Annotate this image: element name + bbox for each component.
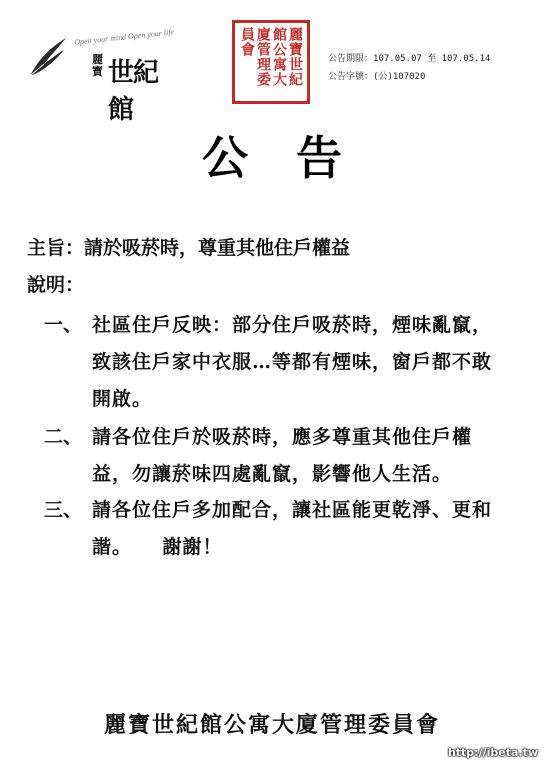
explanation-label: 說明：	[27, 274, 85, 296]
item-number: 二、	[44, 426, 83, 448]
logo	[24, 27, 175, 125]
logo-name: 世紀館	[108, 58, 159, 125]
seal-text: 麗寶世紀館公寓大廈管理委員會	[239, 27, 303, 87]
notice-ref-value: (公)107020	[373, 72, 426, 82]
item-number: 一、	[44, 314, 83, 336]
notice-period-value: 107.05.07 至 107.05.14	[373, 54, 491, 64]
watermark: http://ibeta.tw	[447, 746, 538, 759]
item-line: 諧。 謝謝！	[92, 536, 223, 558]
feather-logo-icon	[24, 34, 70, 80]
notice-meta	[328, 50, 490, 86]
notice-period-label: 公告期限	[328, 54, 365, 64]
subject-line: 主旨：請於吸菸時，尊重其他住戶權益	[27, 237, 351, 259]
item-line: 請各位住戶於吸菸時，應多尊重其他住戶權	[92, 426, 473, 448]
footer-signature: 麗寶世紀館公寓大廈管理委員會	[103, 712, 440, 738]
item-line: 請各位住戶多加配合，讓社區能更乾淨、更和	[92, 499, 493, 521]
logo-tagline: Open your mind Open your life	[73, 27, 175, 47]
item-line: 社區住戶反映：部分住戶吸菸時，煙味亂竄，	[92, 314, 493, 336]
logo-sub-name: 麗寶	[92, 53, 103, 78]
item-line: 益，勿讓菸味四處亂竄，影響他人生活。	[92, 463, 453, 485]
notice-ref-label: 公告字號	[328, 72, 365, 82]
item-number: 三、	[44, 499, 83, 521]
official-seal-stamp	[232, 20, 310, 104]
page-title: 公告	[202, 131, 390, 185]
notice-period: 公告期限：107.05.07 至 107.05.14	[328, 54, 491, 64]
notice-ref: 公告字號：(公)107020	[328, 72, 426, 82]
item-line: 致該住戶家中衣服…等都有煙味，窗戶都不敢	[92, 351, 493, 373]
item-line: 開啟。	[92, 388, 153, 410]
